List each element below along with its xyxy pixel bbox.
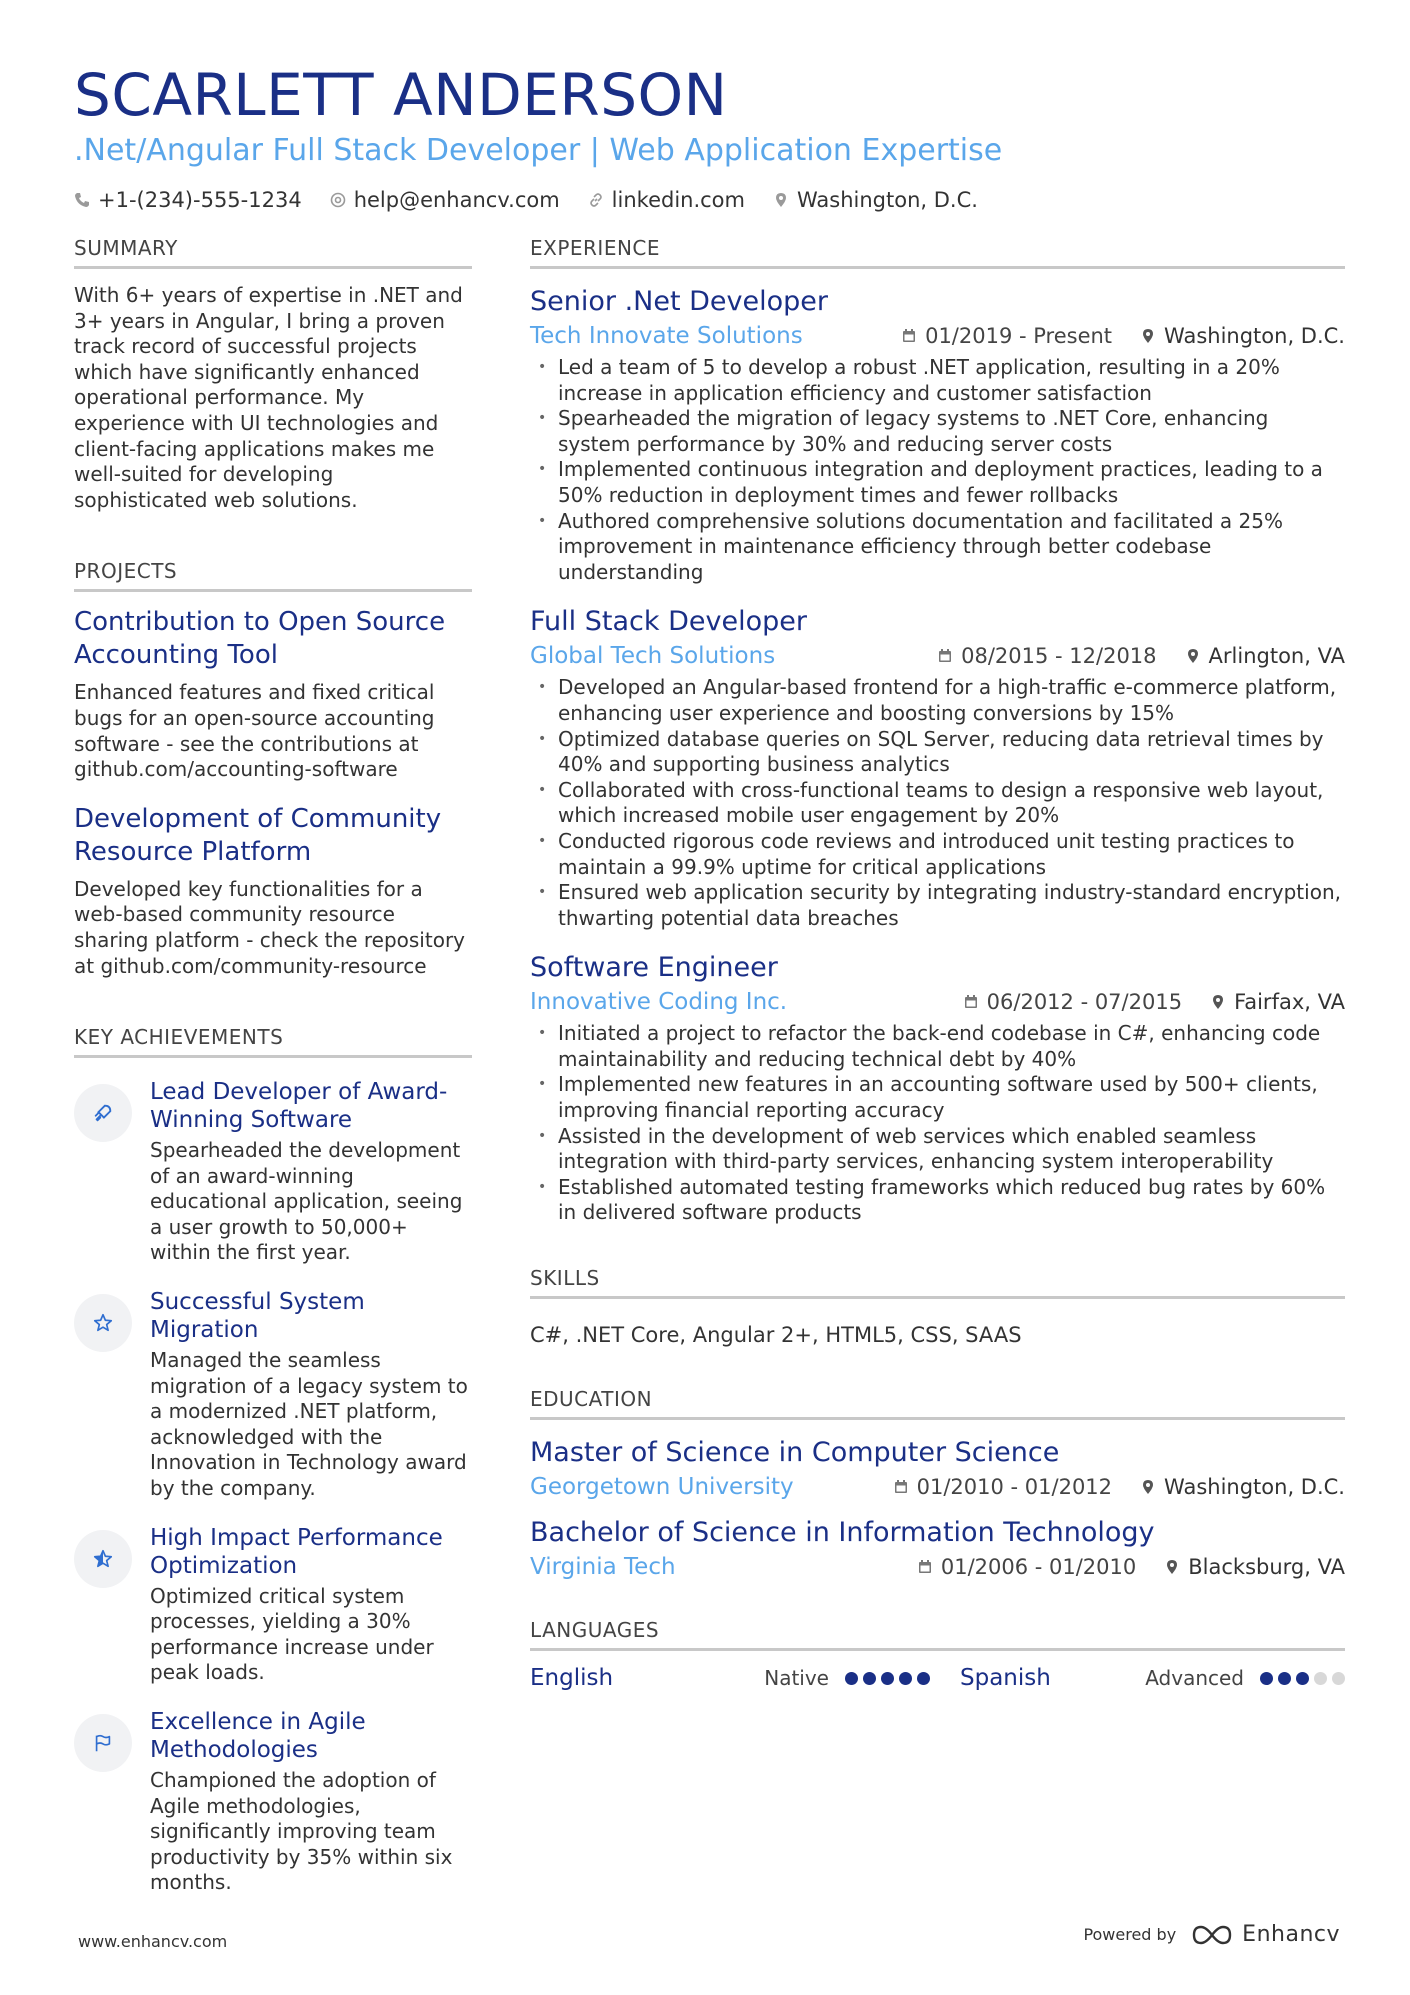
job-entry bbox=[530, 285, 1345, 585]
achievement-title: Successful System Migration bbox=[150, 1289, 365, 1344]
company-name: Tech Innovate Solutions bbox=[530, 323, 803, 349]
bullet-item: • Ensured web application security by integrating industry-standard encryption, thwarting potential data breaches bbox=[530, 880, 1345, 931]
summary-text: With 6+ years of expertise in .NET and 3+ years in Angular, I bring a proven track record of successful projects which have significantly enhanced operational performance. My experience with UI technologies and client-facing applications makes me well-suited for developing sophisticated web solutions. bbox=[74, 283, 463, 512]
left-column bbox=[74, 236, 472, 1918]
language-rating bbox=[845, 1672, 930, 1685]
degree-title: Bachelor of Science in Information Technology bbox=[530, 1517, 1155, 1549]
footer-website[interactable]: www.enhancv.com bbox=[78, 1932, 228, 1951]
calendar-icon bbox=[901, 328, 917, 344]
skills-heading: SKILLS bbox=[530, 1266, 1345, 1299]
star-outline-icon bbox=[92, 1312, 114, 1334]
location-pin-icon bbox=[1140, 1479, 1156, 1495]
calendar-icon bbox=[937, 648, 953, 664]
bullet-item: • Developed an Angular-based frontend for a high-traffic e-commerce platform, enhancing user experience and boosting conversions by 15% bbox=[530, 675, 1345, 726]
candidate-name: SCARLETT ANDERSON bbox=[74, 61, 728, 129]
languages-row bbox=[530, 1665, 1345, 1691]
right-column bbox=[530, 236, 1345, 1691]
location-pin-icon bbox=[1140, 328, 1156, 344]
language-rating bbox=[1260, 1672, 1345, 1685]
link-icon bbox=[588, 192, 604, 208]
project-item bbox=[74, 803, 472, 979]
job-dates: 08/2015 - 12/2018 bbox=[961, 644, 1157, 669]
achievement-icon-wrap bbox=[74, 1530, 132, 1588]
job-entry bbox=[530, 951, 1345, 1226]
bullet-item: • Conducted rigorous code reviews and introduced unit testing practices to maintain a 99.9% uptime for critical applications bbox=[530, 829, 1345, 880]
achievement-desc: Spearheaded the development of an award-winning educational application, seeing a user growth to 50,000+ within the first year. bbox=[150, 1138, 463, 1265]
linkedin-text: linkedin.com bbox=[611, 188, 745, 212]
achievement-item bbox=[74, 1524, 472, 1686]
rating-dot-empty bbox=[1314, 1672, 1327, 1685]
job-bullets bbox=[530, 1021, 1345, 1226]
achievement-title: Lead Developer of Award-Winning Software bbox=[150, 1079, 448, 1134]
bullet-item: • Implemented continuous integration and deployment practices, leading to a 50% reduction in deployment times and fewer rollbacks bbox=[530, 457, 1345, 508]
school-name: Georgetown University bbox=[530, 1474, 794, 1501]
at-icon bbox=[330, 192, 346, 208]
powered-by-text: Powered by bbox=[1083, 1925, 1177, 1944]
bullet-item: • Spearheaded the migration of legacy systems to .NET Core, enhancing system performance by 30% and reducing server costs bbox=[530, 406, 1345, 457]
achievement-title: High Impact Performance Optimization bbox=[150, 1524, 443, 1579]
bullet-item: • Led a team of 5 to develop a robust .NET application, resulting in a 20% increase in application efficiency and customer satisfaction bbox=[530, 355, 1345, 406]
star-half-icon bbox=[92, 1548, 114, 1570]
email-text: help@enhancv.com bbox=[353, 188, 560, 212]
project-item bbox=[74, 606, 472, 782]
rating-dot-filled bbox=[1296, 1672, 1309, 1685]
contact-linkedin[interactable] bbox=[588, 188, 745, 212]
education-heading: EDUCATION bbox=[530, 1387, 1345, 1420]
achievement-desc: Optimized critical system processes, yielding a 30% performance increase under peak loads. bbox=[150, 1583, 434, 1685]
school-name: Virginia Tech bbox=[530, 1554, 676, 1581]
job-dates: 01/2019 - Present bbox=[925, 324, 1113, 348]
job-location: Washington, D.C. bbox=[1164, 324, 1345, 348]
achievement-desc: Championed the adoption of Agile methodologies, significantly improving team productivity by 35% within six months. bbox=[150, 1768, 453, 1895]
location-pin-icon bbox=[773, 192, 789, 208]
phone-text: +1-(234)-555-1234 bbox=[98, 188, 302, 212]
contact-bar bbox=[74, 188, 1344, 212]
degree-title: Master of Science in Computer Science bbox=[530, 1437, 1060, 1469]
achievement-title: Excellence in Agile Methodologies bbox=[150, 1709, 366, 1763]
education-dates: 01/2006 - 01/2010 bbox=[940, 1555, 1137, 1580]
project-desc: Developed key functionalities for a web-based community resource sharing platform - check the repository at github.com/community-resource bbox=[74, 876, 465, 978]
bullet-item: • Implemented new features in an accounting software used by 500+ clients, improving financial reporting accuracy bbox=[530, 1072, 1345, 1123]
job-dates: 06/2012 - 07/2015 bbox=[986, 990, 1183, 1015]
job-entry bbox=[530, 605, 1345, 931]
skills-text: C#, .NET Core, Angular 2+, HTML5, CSS, SAAS bbox=[530, 1323, 1022, 1348]
language-item bbox=[530, 1665, 930, 1691]
rating-dot-filled bbox=[899, 1672, 912, 1685]
project-title: Development of Community Resource Platform bbox=[74, 803, 442, 867]
project-title: Contribution to Open Source Accounting Tool bbox=[74, 607, 446, 671]
education-location: Blacksburg, VA bbox=[1188, 1555, 1345, 1580]
education-entry bbox=[530, 1516, 1345, 1582]
projects-heading: PROJECTS bbox=[74, 559, 472, 592]
contact-phone bbox=[74, 188, 302, 212]
rating-dot-empty bbox=[1332, 1672, 1345, 1685]
achievement-icon-wrap bbox=[74, 1294, 132, 1352]
calendar-icon bbox=[963, 994, 979, 1010]
rating-dot-filled bbox=[1260, 1672, 1273, 1685]
footer-branding bbox=[1083, 1922, 1340, 1947]
rating-dot-filled bbox=[881, 1672, 894, 1685]
experience-heading: EXPERIENCE bbox=[530, 236, 1345, 269]
company-name: Innovative Coding Inc. bbox=[530, 989, 788, 1016]
rating-dot-filled bbox=[1278, 1672, 1291, 1685]
calendar-icon bbox=[917, 1559, 933, 1575]
company-name: Global Tech Solutions bbox=[530, 643, 776, 670]
location-pin-icon bbox=[1210, 994, 1226, 1010]
summary-heading: SUMMARY bbox=[74, 236, 472, 269]
bullet-item: • Initiated a project to refactor the back-end codebase in C#, enhancing code maintainability and reducing technical debt by 40% bbox=[530, 1021, 1345, 1072]
rating-dot-filled bbox=[917, 1672, 930, 1685]
brand-name: Enhancv bbox=[1242, 1922, 1340, 1947]
job-location: Fairfax, VA bbox=[1234, 990, 1345, 1015]
contact-location bbox=[773, 188, 978, 212]
achievements-heading: KEY ACHIEVEMENTS bbox=[74, 1025, 472, 1058]
job-title: Software Engineer bbox=[530, 952, 778, 984]
location-pin-icon bbox=[1185, 648, 1201, 664]
bullet-item: • Authored comprehensive solutions documentation and facilitated a 25% improvement in maintenance efficiency through better codebase understanding bbox=[530, 509, 1345, 586]
candidate-title: .Net/Angular Full Stack Developer | Web Application Expertise bbox=[74, 133, 1003, 168]
language-name: Spanish bbox=[960, 1665, 1051, 1692]
phone-icon bbox=[74, 192, 90, 208]
project-desc: Enhanced features and fixed critical bugs for an open-source accounting software - see the contributions at github.com/accounting-software bbox=[74, 680, 435, 782]
brand-logo[interactable] bbox=[1190, 1922, 1340, 1947]
education-entry bbox=[530, 1436, 1345, 1502]
education-dates: 01/2010 - 01/2012 bbox=[916, 1475, 1113, 1500]
languages-heading: LANGUAGES bbox=[530, 1618, 1345, 1651]
flag-icon bbox=[92, 1732, 114, 1754]
bullet-item: • Optimized database queries on SQL Server, reducing data retrieval times by 40% and supporting business analytics bbox=[530, 727, 1345, 778]
enhancv-logo-icon bbox=[1190, 1923, 1234, 1947]
resume-header bbox=[74, 60, 1344, 212]
language-level: Native bbox=[764, 1666, 829, 1691]
rating-dot-filled bbox=[845, 1672, 858, 1685]
rating-dot-filled bbox=[863, 1672, 876, 1685]
language-name: English bbox=[530, 1665, 614, 1692]
job-title: Full Stack Developer bbox=[530, 606, 807, 638]
job-title: Senior .Net Developer bbox=[530, 286, 828, 317]
achievement-icon-wrap bbox=[74, 1714, 132, 1772]
achievement-item bbox=[74, 1288, 472, 1502]
language-item bbox=[960, 1665, 1345, 1691]
job-bullets bbox=[530, 675, 1345, 931]
bullet-item: • Assisted in the development of web services which enabled seamless integration with third-party services, enhancing system interoperability bbox=[530, 1124, 1345, 1175]
bullet-item: • Collaborated with cross-functional teams to design a responsive web layout, which increased mobile user engagement by 20% bbox=[530, 778, 1345, 829]
achievement-desc: Managed the seamless migration of a legacy system to a modernized .NET platform, acknowledged with the Innovation in Technology award by the company. bbox=[150, 1348, 468, 1501]
achievement-icon-wrap bbox=[74, 1084, 132, 1142]
location-pin-icon bbox=[1164, 1559, 1180, 1575]
rocket-icon bbox=[92, 1102, 114, 1124]
bullet-item: • Established automated testing frameworks which reduced bug rates by 60% in delivered software products bbox=[530, 1175, 1345, 1226]
job-location: Arlington, VA bbox=[1208, 644, 1345, 669]
contact-email[interactable] bbox=[330, 188, 560, 212]
language-level: Advanced bbox=[1145, 1666, 1244, 1691]
calendar-icon bbox=[893, 1479, 909, 1495]
location-text: Washington, D.C. bbox=[796, 188, 978, 212]
job-bullets bbox=[530, 355, 1345, 585]
education-location: Washington, D.C. bbox=[1164, 1475, 1345, 1500]
achievement-item bbox=[74, 1708, 472, 1896]
achievement-item bbox=[74, 1078, 472, 1266]
